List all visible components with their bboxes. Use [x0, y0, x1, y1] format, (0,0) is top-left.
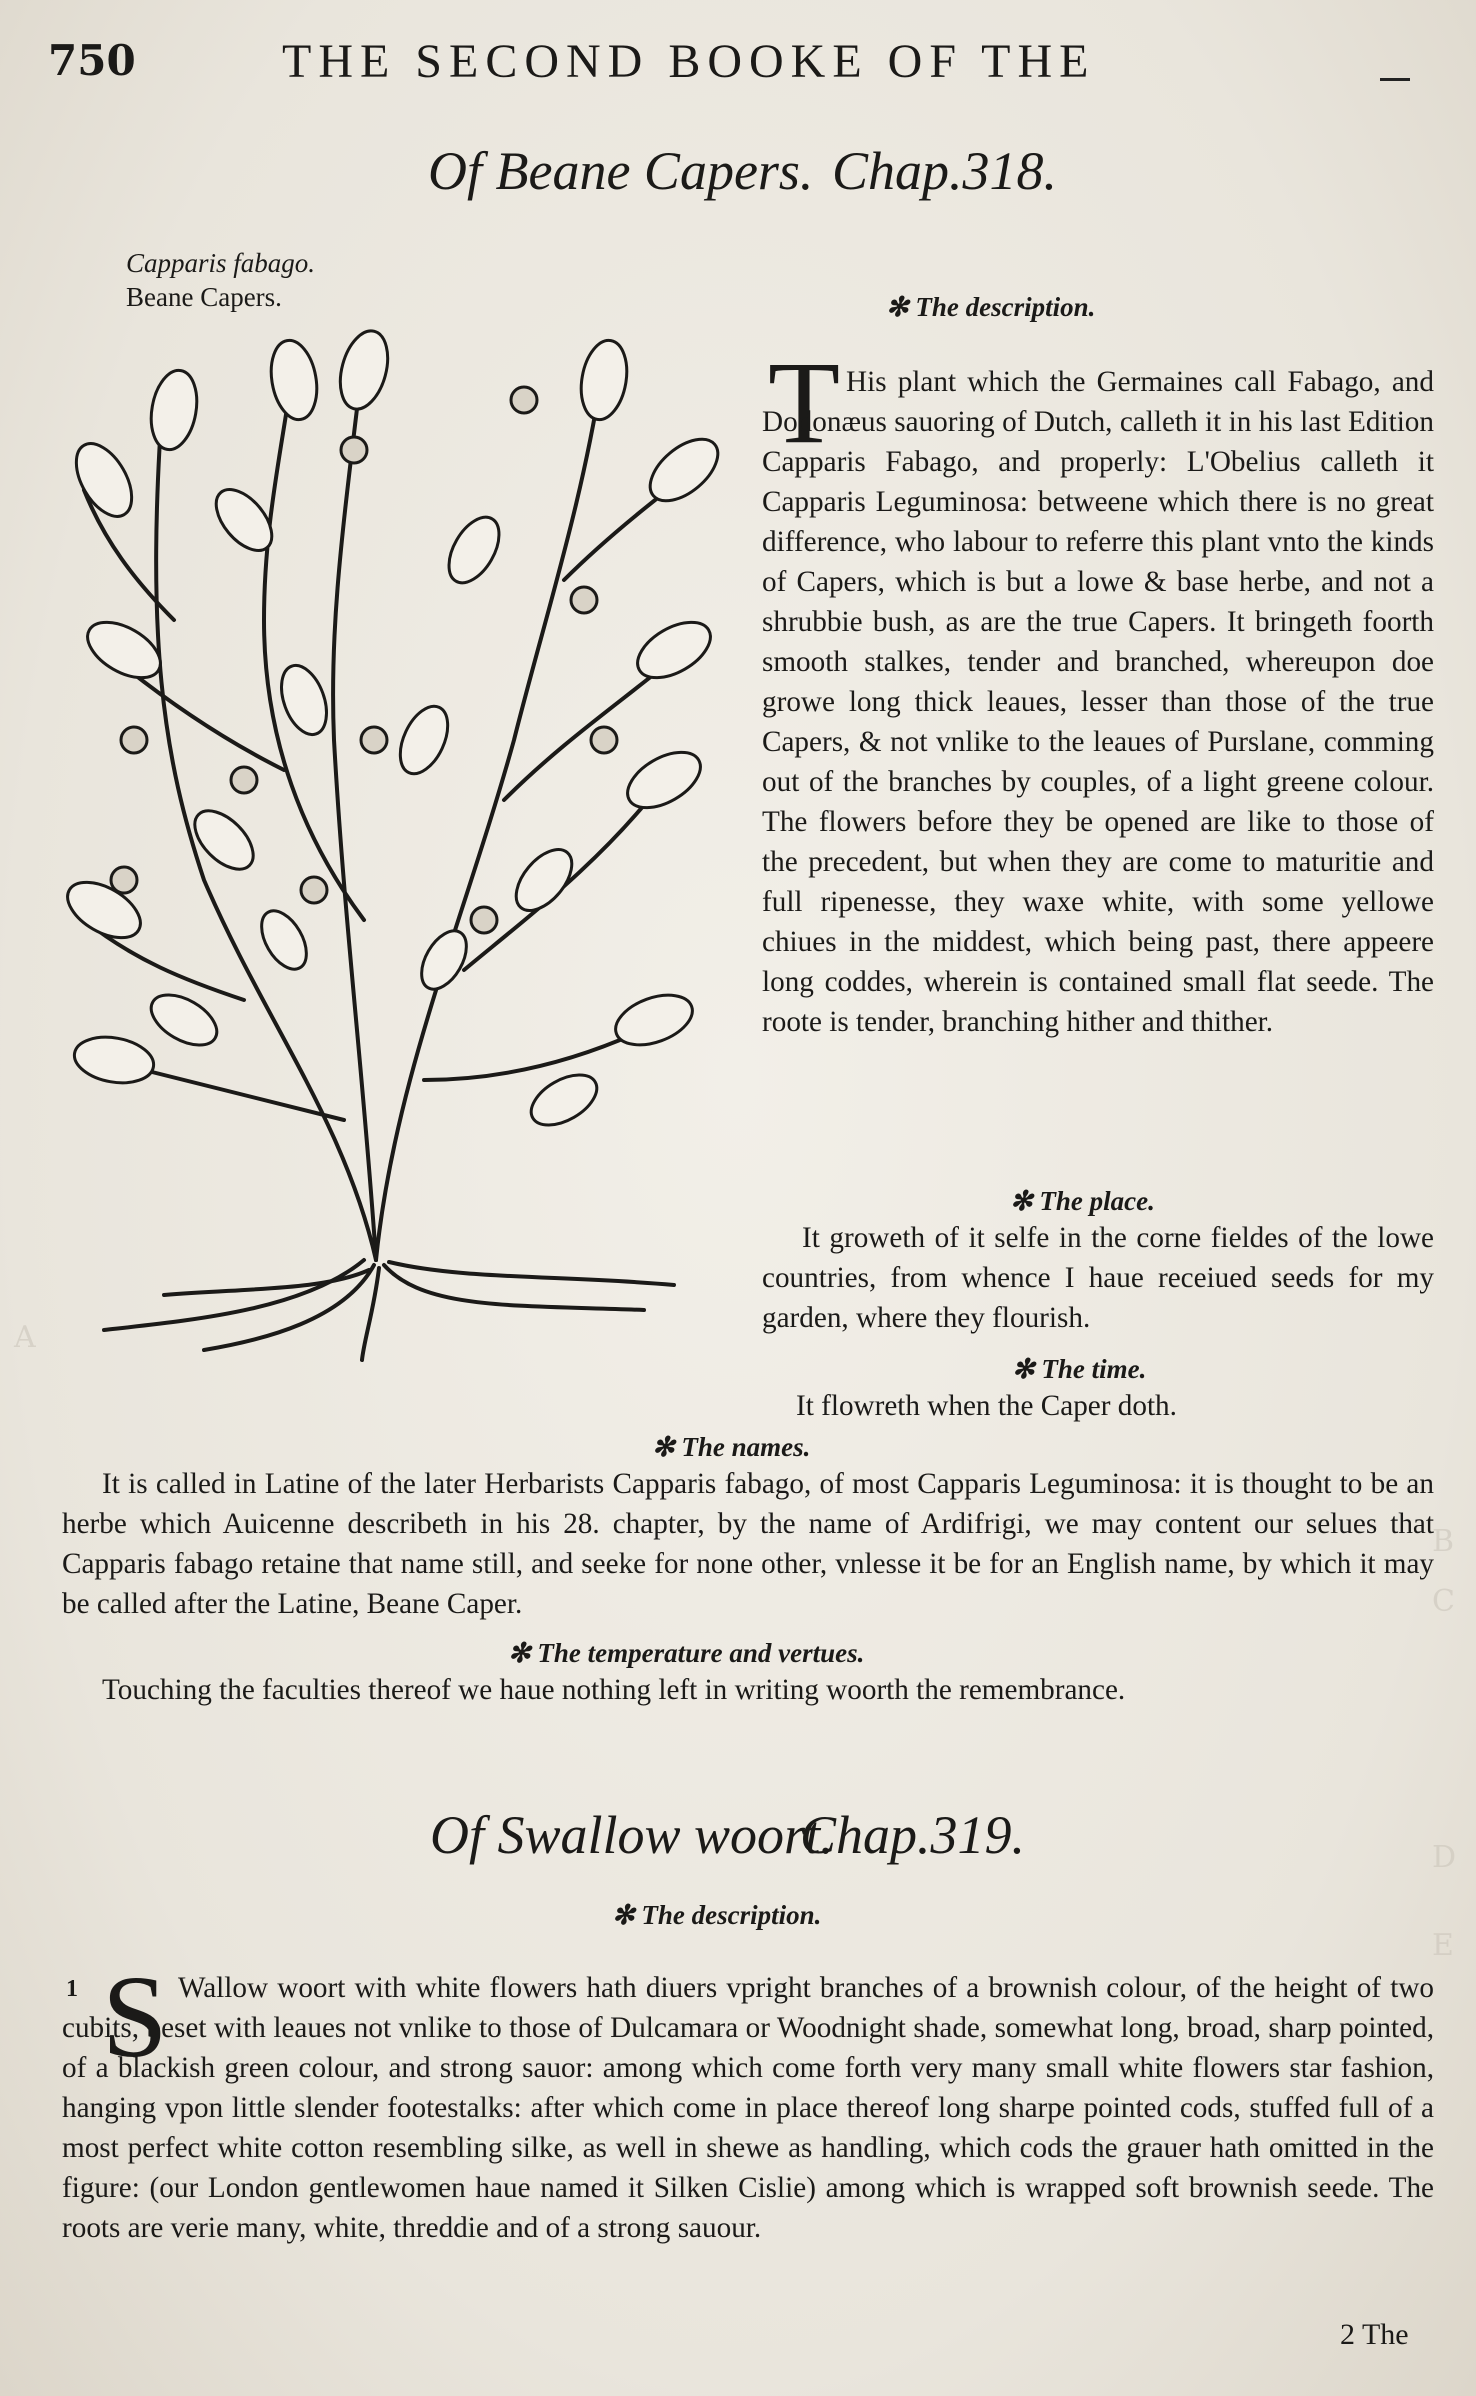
bleed-through-mark: C	[1432, 1584, 1455, 1619]
illustration-latin-name: Capparis fabago.	[126, 248, 316, 278]
section-names-heading: ✻ The names.	[652, 1432, 811, 1462]
description-text: His plant which the Germaines call Fabago, and Dodonæus sauoring of Dutch, calleth it in his last Edition Capparis Fabago, and properly: L'Obelius calleth it Capparis Leguminosa: betweene which there is no great difference, who labour to referre this plant vnto the kinds of Capers, which is but a lowe & base herbe, and not a shrubbie bush, as are the true Capers. It bringeth foorth smooth stalkes, tender and branched, whereupon doe growe long thick leaues, lesser than those of the true Capers, & not vnlike to the leaues of Purslane, comming out of the branches by couples, of a light greene colour. The flowers before they be opened are like to those of the precedent, but when they are come to maturitie and full ripenesse, they waxe white, with some yellowe chiues in the middest, which being past, there appeere long coddes, wherein is contained small flat seede. The roote is tender, branching hither and thither.	[762, 366, 1434, 1038]
place-paragraph	[762, 1218, 1434, 1338]
beane-caper-woodcut	[44, 320, 724, 1380]
description-paragraph	[762, 362, 1434, 1042]
section-place-heading: ✻ The place.	[1010, 1186, 1155, 1216]
illustration-english-name: Beane Capers.	[126, 282, 282, 312]
section-time-heading: ✻ The time.	[1012, 1354, 1147, 1384]
bleed-through-mark: D	[1432, 1840, 1457, 1875]
running-head: THE SECOND BOOKE OF THE	[282, 35, 1096, 88]
description2-text: Wallow woort with white flowers hath diuers vpright branches of a brownish colour, of the height of two cubits, beset with leaues not vnlike to those of Dulcamara or Woodnight shade, somewhat long, broad, sharp pointed, of a blackish green colour, and strong sauor: among which come forth very many small white flowers star fashion, hanging vpon little slender footestalks: after which come in place thereof long sharpe pointed cods, stuffed full of a most perfect white cotton resembling silke, as well in shewe as handling, which cods the grauer hath omitted in the figure: (our London gentlewomen haue named it Silken Cislie) among which is wrapped soft brownish seede. The roots are verie many, white, threddie and of a strong sauour.	[62, 1972, 1434, 2244]
temperature-text: Touching the faculties thereof we haue nothing left in writing woorth the remembrance.	[102, 1674, 1126, 1706]
names-paragraph	[62, 1464, 1434, 1624]
page-header	[0, 30, 1476, 90]
bleed-through-mark: E	[1432, 1928, 1454, 1963]
description2-paragraph	[62, 1968, 1434, 2248]
bleed-through-mark: A	[14, 1320, 36, 1355]
chapter-318-number: Chap.318.	[832, 141, 1058, 201]
drop-cap-s: S	[102, 1951, 168, 2082]
time-text: It flowreth when the Caper doth.	[796, 1390, 1177, 1422]
marginal-number: 1	[66, 1976, 78, 2002]
divider	[1380, 78, 1410, 81]
drop-cap-t: T	[768, 337, 841, 468]
section-description-heading: ✻ The description.	[886, 292, 1096, 322]
temperature-paragraph	[102, 1670, 1434, 1710]
page-number: 750	[48, 36, 136, 85]
place-text: It groweth of it selfe in the corne fieldes of the lowe countries, from whence I haue receiued seeds for my garden, where they flourish.	[762, 1222, 1434, 1334]
bleed-through-mark: B	[1432, 1524, 1455, 1559]
section-temperature-heading: ✻ The temperature and vertues.	[508, 1638, 865, 1668]
section-description-heading-319: ✻ The description.	[612, 1900, 822, 1930]
catchword: 2 The	[1340, 2318, 1409, 2351]
time-paragraph	[796, 1386, 1434, 1426]
chapter-319-number: Chap.319.	[800, 1805, 1026, 1865]
chapter-319-title: Of Swallow woort.	[430, 1805, 834, 1865]
chapter-318-title: Of Beane Capers.	[428, 141, 814, 201]
names-text: It is called in Latine of the later Herbarists Capparis fabago, of most Capparis Leguminosa: it is thought to be an herbe which Auicenne describeth in his 28. chapter, by the name of Ardifrigi, we may content our selues that Capparis fabago retaine that name still, and seeke for none other, vnlesse it be for an English name, by which it may be called after the Latine, Beane Caper.	[62, 1468, 1434, 1620]
illustration-caption	[126, 246, 315, 314]
